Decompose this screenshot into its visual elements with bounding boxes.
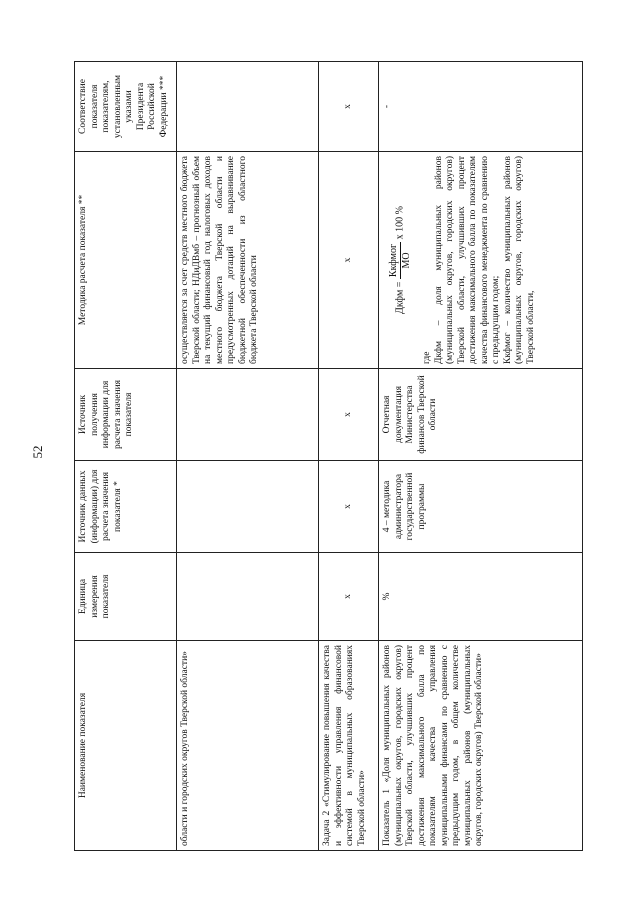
header-decree-match: Соответствие показателя показателям, установленным указами Президента Российской Федерации *** bbox=[75, 62, 177, 152]
method-where: где bbox=[422, 351, 432, 364]
row1-method: осуществляется за счет средств местного бюджета Тверской области; НДиДВмб – прогнозный объем на текущий финансовый год налоговых доходов местного бюджета Тверской области и предусмотренных дотаций на выравнивание бюджетной обеспеченности из областного бюджета Тверской области bbox=[177, 152, 319, 369]
row2-name: Задача 2 «Стимулирование повышения качества и эффективности управления финансовой системой в муниципальных образованиях Тверской области» bbox=[319, 641, 379, 851]
rotated-table-container bbox=[74, 62, 583, 851]
row2-unit: х bbox=[319, 553, 379, 641]
row3-name: Показатель 1 «Доля муниципальных районов (муниципальных округов, городских округов) Тверской области, улучшивших процент достижения максимального балла по показателям качества управления муниципальными финансами по сравнению с предыдущим годом, в общем количестве муниципальных районов (муниципальных округов, городских округов) Тверской области» bbox=[379, 641, 583, 851]
header-row bbox=[75, 62, 177, 851]
table-row bbox=[319, 62, 379, 851]
formula-fraction bbox=[388, 242, 412, 279]
formula-denominator: МО bbox=[400, 252, 412, 269]
row2-info: х bbox=[319, 369, 379, 461]
row3-info: Отчетная документация Министерства финансов Тверской области bbox=[379, 369, 583, 461]
row1-decree bbox=[177, 62, 319, 152]
header-unit: Единица измерения показателя bbox=[75, 553, 177, 641]
method-formula bbox=[388, 156, 412, 364]
row3-decree: - bbox=[379, 62, 583, 152]
row1-info bbox=[177, 369, 319, 461]
row2-decree: х bbox=[319, 62, 379, 152]
header-method: Методика расчета показателя ** bbox=[75, 152, 177, 369]
table-row bbox=[177, 62, 319, 851]
row3-source: 4 – методика администратора государственной программы bbox=[379, 461, 583, 553]
row1-unit bbox=[177, 553, 319, 641]
row1-name: области и городских округов Тверской области» bbox=[177, 641, 319, 851]
row3-unit: % bbox=[379, 553, 583, 641]
indicator-table bbox=[74, 61, 583, 851]
formula-rhs: x 100 % bbox=[394, 206, 406, 240]
row3-method bbox=[379, 152, 583, 369]
row2-method: х bbox=[319, 152, 379, 369]
row2-source: х bbox=[319, 461, 379, 553]
method-text2: Ккфмог – количество муниципальных районов (муниципальных округов, городских округов) Тверской области, bbox=[502, 156, 536, 364]
table-row bbox=[379, 62, 583, 851]
header-data-source: Источник данных (информации) для расчета значения показателя * bbox=[75, 461, 177, 553]
page-number: 52 bbox=[30, 445, 45, 459]
method-text1: Дкфм – доля муниципальных районов (муниципальных округов, городских округов) Тверской области, улучшивших процент достижения максимального балла по показателям качества финансового менеджмента по сравнению с предыдущим годом; bbox=[433, 156, 501, 364]
header-info-source: Источник получения информации для расчета значения показателя bbox=[75, 369, 177, 461]
row1-source bbox=[177, 461, 319, 553]
formula-numerator: Ккфмог bbox=[388, 243, 399, 278]
header-indicator-name: Наименование показателя bbox=[75, 641, 177, 851]
formula-lhs: Дкфм = bbox=[394, 281, 406, 314]
